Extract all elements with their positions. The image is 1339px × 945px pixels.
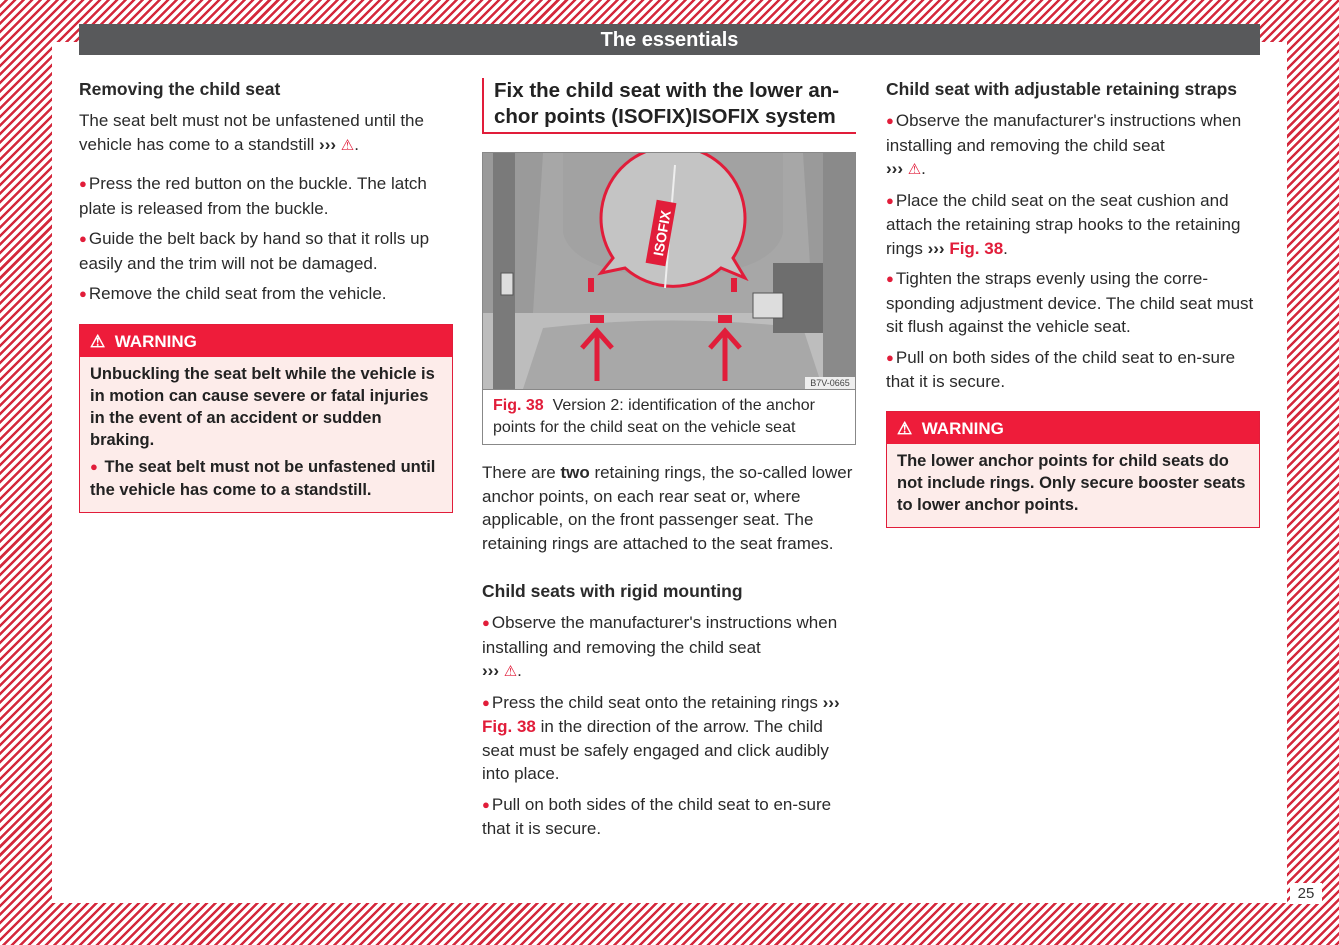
warning-title: WARNING xyxy=(921,418,1004,438)
figure-code: B7V-0665 xyxy=(810,378,850,388)
heading-removing: Removing the child seat xyxy=(79,79,281,99)
warning-triangle-icon[interactable]: ⚠ xyxy=(907,161,922,178)
list-item-text: in the direction of the arrow. The child seat must be safely engaged and click audibly into place. xyxy=(482,717,829,783)
chevron-ref-icon[interactable]: ››› xyxy=(886,159,903,178)
list-item-text: Observe the manufacturer's instructions when installing and removing the child seat xyxy=(482,613,838,657)
isofix-tag: ISOFIX xyxy=(650,209,674,258)
column-removing-child-seat xyxy=(79,77,453,513)
warning-triangle-icon: ⚠ xyxy=(90,331,106,351)
bullet-icon: ● xyxy=(482,796,490,812)
list-item: ● Observe the manufacturer's instructions when installing and removing the child seat ››› ⚠. xyxy=(482,613,838,680)
bullet-icon: ● xyxy=(886,349,894,365)
column-adjustable-straps xyxy=(886,77,1260,528)
text: retaining rings, the so-called lower anchor points, on each rear seat or, where applicable, on the front passenger seat. The retaining rings are attached to the seat frames. xyxy=(482,463,853,553)
figure-link[interactable]: Fig. 38 xyxy=(482,717,536,736)
list-item: ● Place the child seat on the seat cushion and attach the retaining strap hooks to the retaining rings ››› Fig. 38. xyxy=(886,190,1241,258)
list-item-text: Press the red button on the buckle. The latch plate is released from the buckle. xyxy=(79,174,427,218)
list-item xyxy=(79,227,453,275)
warning-header xyxy=(887,412,1259,444)
bullet-icon: ● xyxy=(79,231,87,246)
rings-paragraph xyxy=(482,461,856,555)
intro-paragraph: The seat belt must not be unfastened until the vehicle has come to a standstill ››› ⚠. xyxy=(79,111,424,154)
chevron-ref-icon[interactable]: ››› xyxy=(319,134,337,154)
list-item xyxy=(886,267,1260,339)
warning-bullet-text: The seat belt must not be unfastened until the vehicle has come to a standstill. xyxy=(90,457,436,499)
list-item-text: Pull on both sides of the child seat to en-sure that it is secure. xyxy=(482,794,832,838)
warning-title: WARNING xyxy=(114,331,197,351)
bullet-icon: ● xyxy=(886,113,894,128)
list-item-text: Guide the belt back by hand so that it rolls up easily and the trim will not be damaged. xyxy=(79,229,430,273)
warning-header xyxy=(80,325,452,357)
bullet-icon: ● xyxy=(79,286,87,301)
heading-adjustable-straps: Child seat with adjustable retaining straps xyxy=(886,79,1238,99)
list-item-text: Pull on both sides of the child seat to en-sure that it is secure. xyxy=(886,347,1236,391)
list-item xyxy=(482,691,856,786)
list-item-text: Press the child seat onto the retaining rings xyxy=(491,692,818,712)
heading-rigid-mounting: Child seats with rigid mounting xyxy=(482,581,743,601)
warning-box xyxy=(886,411,1260,528)
bullet-icon: ● xyxy=(90,458,98,474)
bullet-icon: ● xyxy=(482,615,490,630)
bullet-icon: ● xyxy=(482,694,490,710)
list-item-text: Tighten the straps evenly using the corre-sponding adjustment device. The child seat must sit flush against the vehicle seat. xyxy=(886,269,1254,336)
list-item: ● Observe the manufacturer's instructions when installing and removing the child seat ››› ⚠. xyxy=(886,111,1242,178)
text: There are xyxy=(482,463,561,482)
list-item-text: Remove the child seat from the vehicle. xyxy=(88,284,387,303)
list-item xyxy=(886,346,1260,394)
bullet-icon: ● xyxy=(886,192,894,208)
chevron-ref-icon[interactable]: ››› xyxy=(927,238,945,258)
list-item xyxy=(79,172,453,220)
chevron-ref-icon[interactable]: ››› xyxy=(482,661,499,680)
list-item-text: Observe the manufacturer's instructions when installing and removing the child seat xyxy=(886,111,1242,155)
heading-isofix: Fix the child seat with the lower an-chor points (ISOFIX)ISOFIX system xyxy=(482,78,856,134)
figure-link[interactable]: Fig. 38 xyxy=(949,238,1004,258)
warning-triangle-icon[interactable]: ⚠ xyxy=(503,663,518,680)
warning-triangle-icon: ⚠ xyxy=(897,418,913,438)
intro-text: The seat belt must not be unfastened until the vehicle has come to a standstill xyxy=(79,111,424,154)
emphasis: two xyxy=(560,463,590,482)
warning-box xyxy=(79,324,453,513)
chevron-ref-icon[interactable]: ››› xyxy=(822,692,840,712)
warning-bullet xyxy=(90,456,442,501)
list-item-text: Place the child seat on the seat cushion and attach the retaining strap hooks to the retaining rings xyxy=(886,190,1241,258)
column-isofix xyxy=(482,78,856,848)
isofix-seat-illustration xyxy=(483,153,855,389)
warning-triangle-icon[interactable]: ⚠ xyxy=(340,136,355,154)
warning-text: The lower anchor points for child seats do not include rings. Only secure booster seats to lower anchor points. xyxy=(897,451,1246,514)
figure-caption-text: Version 2: identification of the anchor points for the child seat on the vehicle seat xyxy=(493,397,815,436)
bullet-icon: ● xyxy=(886,271,894,286)
bullet-icon: ● xyxy=(79,176,87,191)
list-item xyxy=(79,282,453,307)
page-number: 25 xyxy=(1290,883,1322,904)
figure-label: Fig. 38 xyxy=(493,397,544,414)
figure-caption xyxy=(483,389,855,444)
warning-text: Unbuckling the seat belt while the vehicle is in motion can cause severe or fatal injuries in the event of an accident or sudden braking. xyxy=(90,364,435,449)
list-item xyxy=(482,793,856,841)
section-header: The essentials xyxy=(79,24,1260,55)
figure-38 xyxy=(482,152,856,445)
